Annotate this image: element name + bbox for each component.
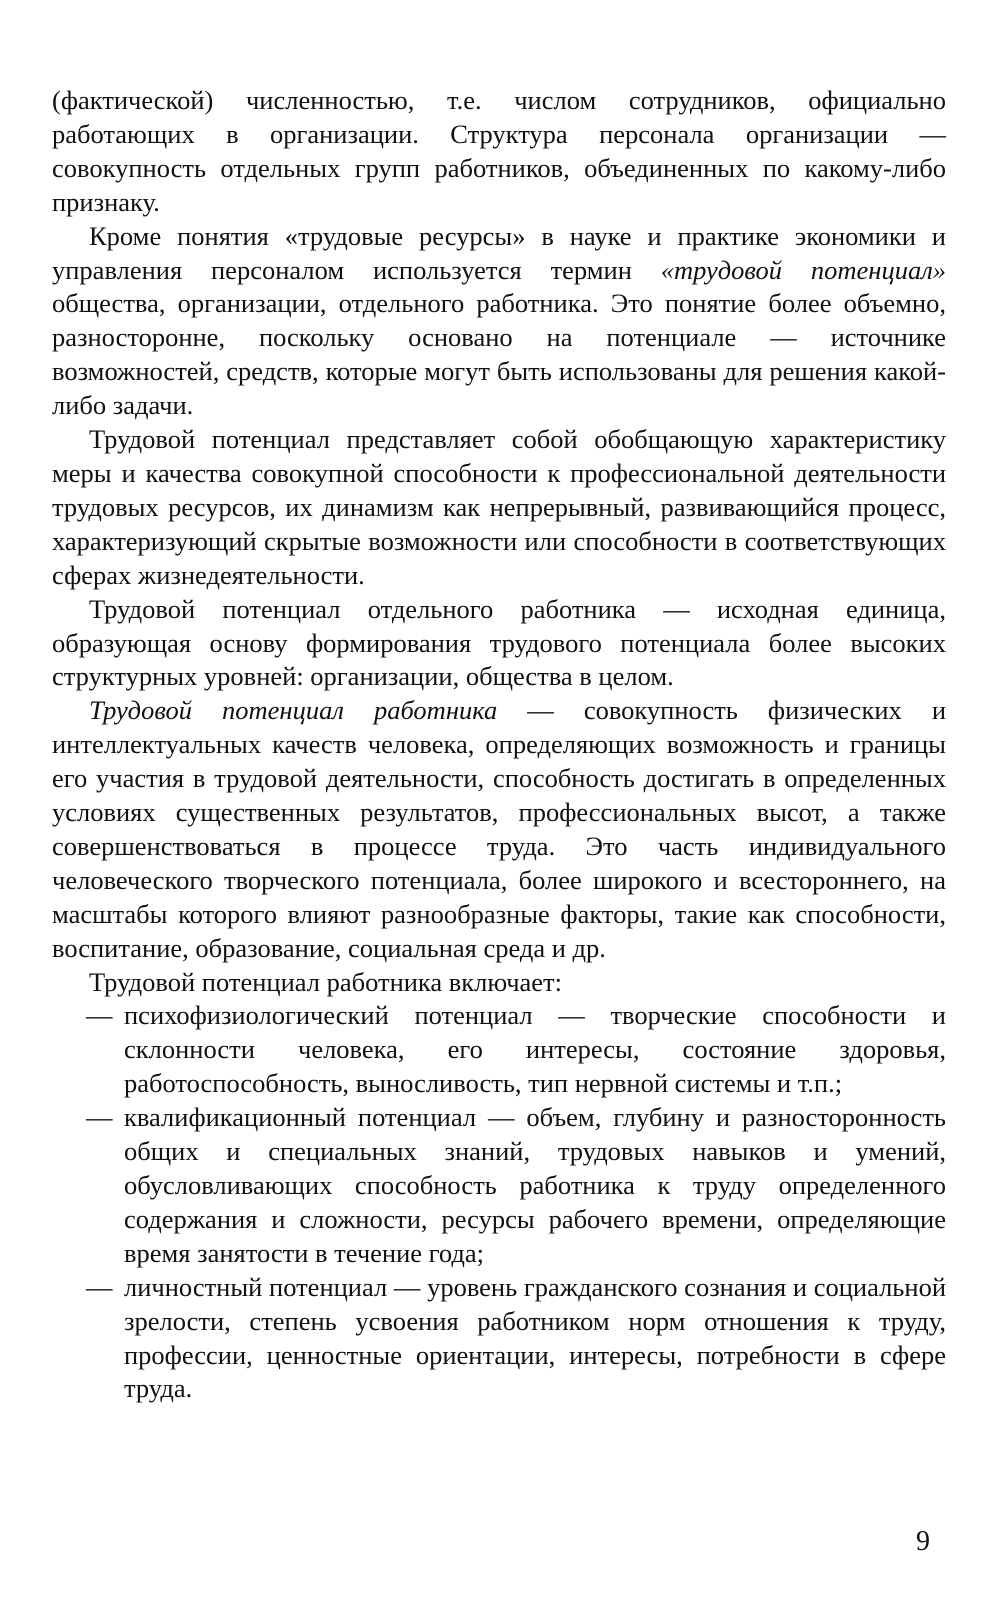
page-number: 9 bbox=[916, 1526, 930, 1557]
paragraph-labor-potential-term bbox=[52, 220, 946, 423]
list-item-text: квалификационный потенциал — объем, глубину и разносторонность общих и специальных знаний, трудовых навыков и умений, обусловливающих способность работника к труду определенного содержания и сложности, ресурсы рабочего времени, определяющие время занятости в течение года; bbox=[124, 1102, 946, 1268]
paragraph-text: Кроме понятия «трудовые ресурсы» в науке и практике экономики и управления персоналом используется термин bbox=[52, 220, 946, 285]
list-item-text: личностный потенциал — уровень гражданского сознания и социальной зрелости, степень усвоения работником норм отношения к труду, профессии, ценностные ориентации, интересы, потребности в сфере труда. bbox=[124, 1271, 946, 1404]
dash-list bbox=[52, 999, 946, 1406]
list-item bbox=[52, 1101, 946, 1271]
dash-marker: — bbox=[86, 1102, 113, 1133]
paragraph-list-intro: Трудовой потенциал работника включает: bbox=[89, 966, 562, 997]
dash-marker: — bbox=[86, 1271, 113, 1302]
paragraph-text: — совокупность физических и интеллектуальных качеств человека, определяющих возможность и границы его участия в трудовой деятельности, способность достигать в определенных условиях существенных результатов, профессиональных высот, а также совершенствоваться в процессе труда. Это часть индивидуального человеческого творческого потенциала, более широкого и всестороннего, на масштабы которого влияют разнообразные факторы, такие как способности, воспитание, образование, социальная среда и др. bbox=[52, 695, 946, 963]
paragraph-text: общества, организации, отдельного работника. Это понятие более объемно, разносторонне, поскольку основано на потенциале — источнике возможностей, средств, которые могут быть использованы для решения какой-либо задачи. bbox=[52, 288, 946, 421]
paragraph-worker-potential-unit: Трудовой потенциал отдельного работника — исходная единица, образующая основу формирования трудового потенциала более высоких структурных уровней: организации, общества в целом. bbox=[52, 593, 946, 692]
list-item bbox=[52, 1271, 946, 1407]
italic-term: Трудовой потенциал работника bbox=[89, 695, 498, 726]
list-item-text: психофизиологический потенциал — творческие способности и склонности человека, его интересы, состояние здоровья, работоспособность, выносливость, тип нервной системы и т.п.; bbox=[124, 1000, 946, 1099]
dash-marker: — bbox=[86, 1000, 113, 1031]
list-item bbox=[52, 999, 946, 1101]
paragraph-continuation: (фактической) численностью, т.е. числом сотрудников, официально работающих в организации. Структура персонала организации — совокупность отдельных групп работников, объединенных по какому-либо признаку. bbox=[52, 85, 946, 217]
italic-term: «трудовой потенциал» bbox=[660, 254, 946, 285]
paragraph-worker-potential-definition bbox=[52, 694, 946, 965]
page-body bbox=[52, 84, 946, 1406]
paragraph-labor-potential-definition: Трудовой потенциал представляет собой обобщающую характеристику меры и качества совокупной способности к профессиональной деятельности трудовых ресурсов, их динамизм как непрерывный, развивающийся процесс, характеризующий скрытые возможности или способности в соответствующих сферах жизнедеятельности. bbox=[52, 424, 946, 590]
